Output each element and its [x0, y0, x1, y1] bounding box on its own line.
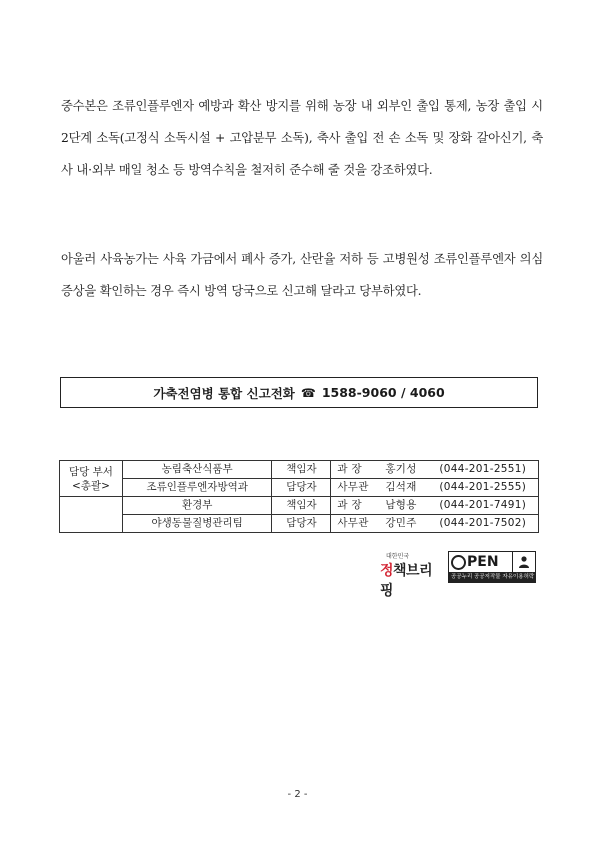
policy-briefing-logo: [380, 551, 444, 599]
table-row: [60, 479, 539, 497]
org-name: 조류인플루엔자방역과: [122, 479, 272, 497]
org-name: 농림축산식품부: [122, 461, 272, 479]
role-cell: 담당자: [272, 479, 331, 497]
contact-name: 홍기성: [385, 463, 417, 475]
org-name: 야생동물질병관리팀: [122, 515, 272, 533]
body-paragraph-1: 중수본은 조류인플루엔자 예방과 확산 방지를 위해 농장 내 외부인 출입 통제, 농장 출입 시 2단계 소독(고정식 소독시설 + 고압분무 소독), 축사 출입 전 손 소독 및 장화 갈아신기, 축사 내·외부 매일 청소 등 방역수칙을 철저히 준수해 줄 것을 강조하였다.: [61, 99, 543, 177]
contact-name: 남형용: [385, 499, 417, 511]
dept-header-line1: 담당 부서: [68, 465, 113, 478]
position-title: 사무관: [337, 481, 369, 493]
contact-phone: (044-201-7491): [439, 499, 527, 511]
table-row: [60, 497, 539, 515]
page-number: - 2 -: [287, 789, 308, 800]
contact-cell: [331, 479, 539, 497]
briefing-logo-small: 대한민국: [386, 553, 410, 560]
contact-phone: (044-201-2555): [439, 481, 527, 493]
briefing-logo-main: 정책브리핑: [380, 563, 433, 599]
contact-name: 강민주: [385, 517, 417, 529]
contact-cell: [331, 461, 539, 479]
dept-empty-cell: [60, 497, 123, 533]
position-title: 과 장: [337, 463, 362, 475]
dept-header-line2: <총괄>: [71, 479, 110, 492]
person-icon: [512, 552, 535, 572]
hotline-number: 1588-9060 / 4060: [321, 385, 445, 400]
table-row: [60, 461, 539, 479]
open-logo-word: PEN: [449, 552, 512, 572]
position-title: 사무관: [337, 517, 369, 529]
position-title: 과 장: [337, 499, 362, 511]
contact-phone: (044-201-7502): [439, 517, 527, 529]
open-license-logo: [448, 551, 536, 583]
contact-cell: [331, 515, 539, 533]
open-o-icon: [451, 555, 466, 570]
role-cell: 책임자: [272, 461, 331, 479]
dept-header-cell: [60, 461, 123, 497]
open-logo-caption: 공공누리 공공저작물 자유이용허락: [451, 574, 535, 580]
contact-table: [59, 460, 539, 533]
logo-group: [380, 551, 536, 599]
phone-icon: ☎: [300, 385, 316, 400]
hotline-label: 가축전염병 통합 신고전화: [153, 385, 295, 401]
hotline-box: [60, 377, 538, 408]
contact-name: 김석재: [385, 481, 417, 493]
org-name: 환경부: [122, 497, 272, 515]
contact-cell: [331, 497, 539, 515]
role-cell: 담당자: [272, 515, 331, 533]
role-cell: 책임자: [272, 497, 331, 515]
contact-phone: (044-201-2551): [439, 463, 527, 475]
body-paragraph-2: 아울러 사육농가는 사육 가금에서 폐사 증가, 산란율 저하 등 고병원성 조류인플루엔자 의심 증상을 확인하는 경우 즉시 방역 당국으로 신고해 달라고 당부하였다.: [61, 252, 543, 298]
table-row: [60, 515, 539, 533]
